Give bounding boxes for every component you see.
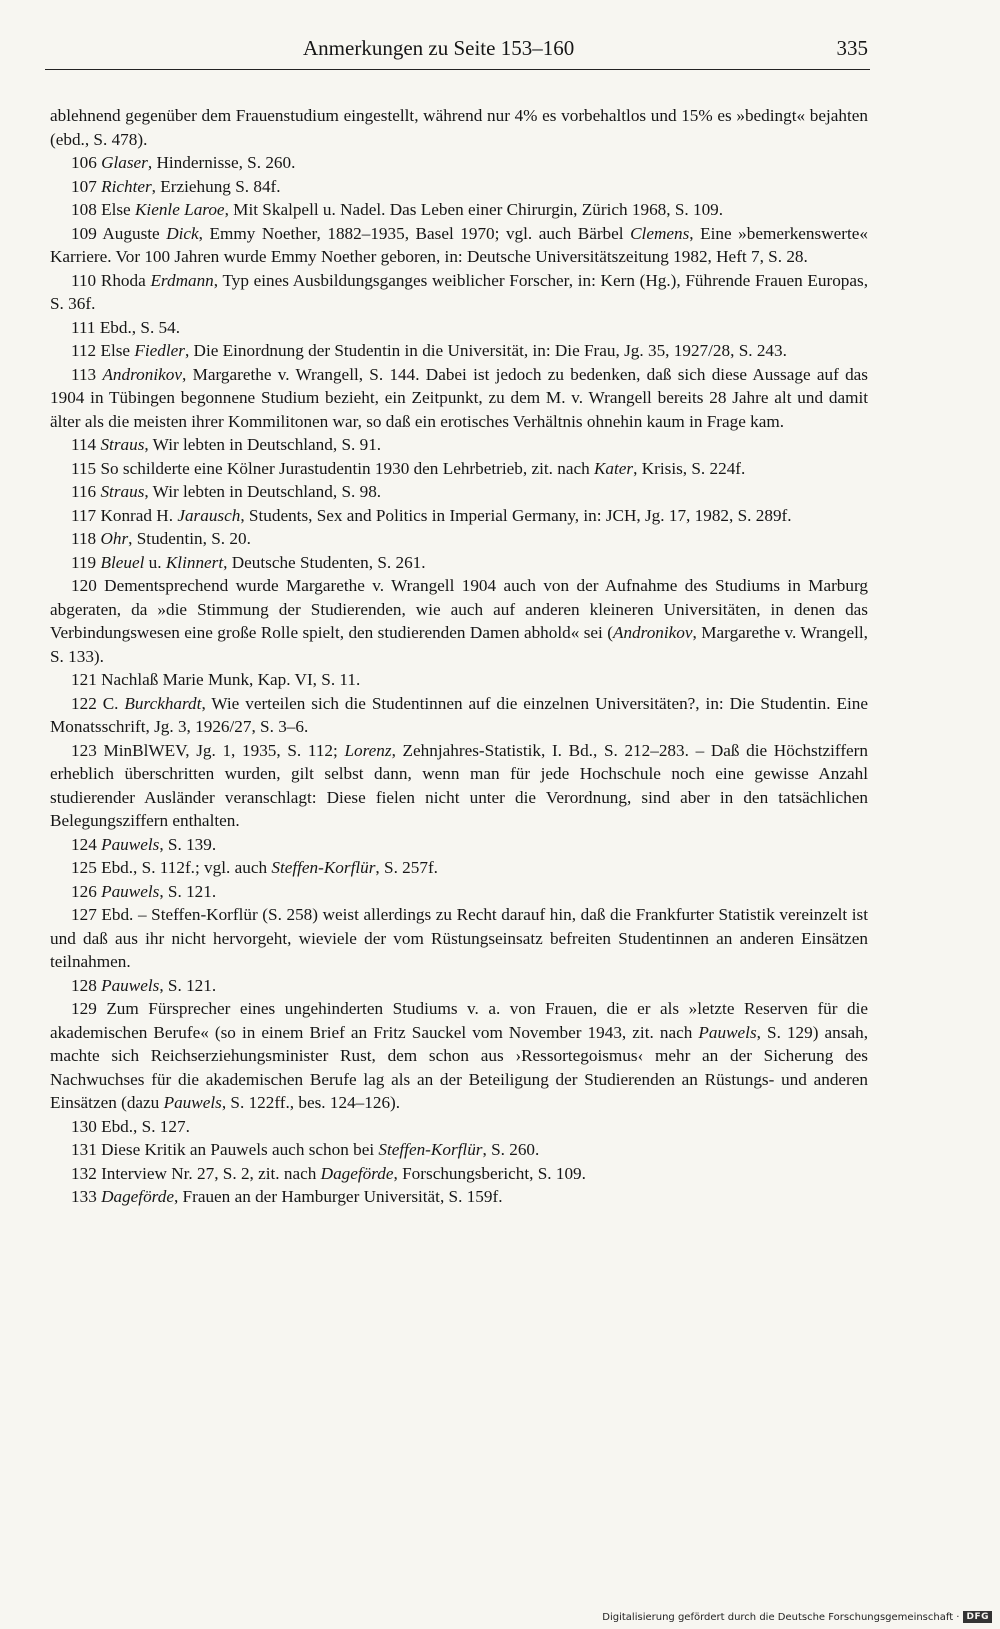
endnote-text: u. [144,552,166,572]
endnote [50,363,868,434]
endnote-author: Pauwels [101,881,160,901]
endnote-text: Konrad H. [100,505,178,525]
endnote-text: Dementsprechend wurde Margarethe v. Wrangell 1904 auch von der Aufnahme des Studiums in Marburg abgeraten, da »die Stimmung der Studierenden, wie auch auf anderen kleineren Universitäten, in denen das Verbindungswesen eine große Rolle spielt, den studierenden Damen abhold« sei ( [50,576,869,642]
endnote-number: 121 [71,670,97,689]
footer-text: Digitalisierung gefördert durch die Deutsche Forschungsgemeinschaft · [602,1611,960,1623]
endnote-text: , S. 260. [482,1140,540,1159]
endnote-author: Straus [100,482,145,501]
endnote-author: Clemens [630,223,690,243]
endnote [50,668,868,692]
endnote-text: , S. 121. [159,881,217,901]
endnote-number: 109 [71,223,97,243]
endnote-text: So schilderte eine Kölner Jurastudentin 1930 den Lehrbetrieb, zit. nach [100,458,594,478]
endnote-text: Ebd. – Steffen-Korflür (S. 258) weist allerdings zu Recht darauf hin, daß die Frankfurter Statistik vereinzelt ist und daß aus ihr nicht hervorgeht, wieviele der vom Rüstungseinsatz befreiten Studentinnen an anderen Einsätzen teilnahmen. [50,905,868,971]
endnote-text: , Wir lebten in Deutschland, S. 98. [144,482,382,501]
continuation-paragraph: ablehnend gegenüber dem Frauenstudium eingestellt, während nur 4% es vorbehaltlos und 15% es »bedingt« bejahten (ebd., S. 478). [50,106,868,149]
endnote-number: 110 [71,270,97,290]
header-rule [45,69,870,70]
endnote-number: 107 [71,176,97,196]
endnote-text: Interview Nr. 27, S. 2, zit. nach [101,1163,321,1183]
endnote-text: , Deutsche Studenten, S. 261. [223,552,426,572]
endnote-author: Ohr [100,529,129,548]
endnote-number: 114 [71,435,97,454]
endnote-text: , S. 257f. [375,858,438,877]
endnote-text: C. [102,693,125,713]
endnote-author: Klinnert [165,552,224,572]
endnote-number: 106 [71,153,97,172]
running-title: Anmerkungen zu Seite 153–160 [303,36,575,60]
dfg-logo: DFG [963,1611,992,1623]
endnote-text: , Margarethe v. Wrangell, S. 144. Dabei ist jedoch zu bedenken, daß sich diese Aussage auf das 1904 in Tübingen begonnene Studium bezieht, ein Zeitpunkt, zu dem M. v. Wrangell bereits 28 Jahre alt und damit älter als die meisten ihrer Kommilitonen war, so daß ein erotisches Verhältnis ohnehin kaum in Frage kam. [50,364,868,431]
endnote-text: , Mit Skalpell u. Nadel. Das Leben einer Chirurgin, Zürich 1968, S. 109. [224,200,724,219]
endnote-text: , Forschungsbericht, S. 109. [393,1163,586,1183]
endnote-number: 122 [71,693,97,713]
endnote-text: , Erziehung S. 84f. [151,176,281,196]
endnote-text: , Students, Sex and Politics in Imperial Germany, in: JCH, Jg. 17, 1982, S. 289f. [240,505,792,525]
endnote-number: 127 [71,905,97,924]
endnote [50,974,868,998]
endnote [50,833,868,857]
endnote-text: , Frauen an der Hamburger Universität, S. 159f. [173,1187,503,1206]
endnote-number: 129 [71,999,97,1018]
endnote-author: Erdmann [150,270,214,290]
endnote [50,739,868,833]
endnote [50,880,868,904]
endnote [50,1162,868,1186]
endnote-text: , Die Einordnung der Studentin in die Universität, in: Die Frau, Jg. 35, 1927/28, S. 243. [184,341,787,360]
endnote-number: 126 [71,881,97,901]
endnote-author: Richter [101,176,152,196]
endnote-author: Steffen-Korflür [378,1140,483,1159]
endnote-text: , Eine »bemerkenswerte« Karriere. Vor 100 Jahren wurde Emmy Noether geboren, in: Deutsche Universitätszeitung 1982, Heft 7, S. 28. [50,223,868,266]
endnote [50,457,868,481]
endnote-number: 120 [71,576,97,595]
endnote-number: 116 [71,482,97,501]
endnote-text: , S. 121. [159,975,217,995]
endnote-text: , Emmy Noether, 1882–1935, Basel 1970; vgl. auch Bärbel [198,223,631,243]
endnote-text: , S. 139. [159,834,217,854]
endnote-number: 133 [71,1187,97,1206]
endnote-number: 108 [71,200,97,219]
endnote-author: Pauwels [101,834,160,854]
endnote [50,175,868,199]
endnote-author: Bleuel [100,552,145,572]
endnote-text: , Wie verteilen sich die Studentinnen auf die einzelnen Universitäten?, in: Die Studentin. Eine Monatsschrift, Jg. 3, 1926/27, S. 3–6. [50,693,868,736]
endnote-author: Pauwels [101,975,160,995]
endnote-text: Ebd., S. 112f.; vgl. auch [101,858,272,877]
page-number: 335 [836,36,868,60]
endnote [50,574,868,668]
endnote-author: Kienle Laroe [134,200,225,219]
endnote-text: Zum Fürsprecher eines ungehinderten Studiums v. a. von Frauen, die er als »letzte Reserven für die akademischen Berufe« (so in einem Brief an Fritz Sauckel vom November 1943, zit. nach [50,999,869,1042]
endnote-text: , Margarethe v. Wrangell, S. 133). [50,623,868,666]
endnote-text: Else [101,200,135,219]
endnote-author: Andronikov [102,364,182,384]
endnote-number: 123 [71,740,97,760]
endnote-author: Dick [166,223,199,243]
endnote [50,480,868,504]
endnote [50,1138,868,1162]
endnote [50,856,868,880]
endnote [50,1115,868,1139]
endnote [50,903,868,974]
endnote [50,316,868,340]
endnote-author: Pauwels [698,1022,757,1042]
endnote-text: Else [100,341,135,360]
endnote-author: Pauwels [163,1093,222,1112]
endnote [50,269,868,316]
endnote-number: 115 [71,458,97,478]
endnote-text: , S. 122ff., bes. 124–126). [221,1093,401,1112]
endnote-author: Andronikov [612,623,693,642]
endnote-author: Burckhardt [124,693,202,713]
endnote-text: Diese Kritik an Pauwels auch schon bei [101,1140,379,1159]
running-header [45,30,868,70]
endnote [50,1185,868,1209]
endnote [50,222,868,269]
endnote-author: Steffen-Korflür [271,858,376,877]
endnote-number: 125 [71,858,97,877]
endnote-number: 132 [71,1163,97,1183]
endnote [50,527,868,551]
endnote-author: Fiedler [134,341,185,360]
endnote [50,551,868,575]
endnote [50,151,868,175]
endnote-author: Jarausch [177,505,241,525]
endnote [50,692,868,739]
endnote-text: Ebd., S. 127. [101,1116,190,1136]
endnote-number: 111 [71,317,96,337]
endnote-number: 113 [71,364,97,384]
endnote-number: 131 [71,1140,97,1159]
endnote [50,433,868,457]
endnote-text: Ebd., S. 54. [99,317,181,337]
endnote-author: Kater [593,458,634,478]
endnote-author: Dageförde [101,1187,174,1206]
endnote-number: 119 [71,552,97,572]
endnote-text: , Studentin, S. 20. [128,529,251,548]
endnote-text: Nachlaß Marie Munk, Kap. VI, S. 11. [101,670,361,689]
endnote-number: 112 [71,341,97,360]
endnote-number: 117 [71,505,97,525]
endnote-text: , Zehnjahres-Statistik, I. Bd., S. 212–283. – Daß die Höchstziffern erheblich überschritten wurden, gilt selbst dann, wenn man für jede Hochschule noch eine gewisse Anzahl studierender Ausländer veranschlagt: Diese fielen nicht unter die Verordnung, sind aber in den tatsächlichen Belegungsziffern enthalten. [50,740,868,830]
endnotes-body [50,104,868,1209]
endnote-text: Auguste [102,223,167,243]
endnote-author: Glaser [101,153,148,172]
endnote-text: , S. 129) ansah, machte sich Reichserziehungsminister Rust, dem schon aus ›Ressortegoismus‹ mehr an der Sicherung des Nachwuchses für die akademischen Berufe lag als an der Beteiligung der Studierenden an Rüstungs- und anderen Einsätzen (dazu [50,1022,868,1112]
endnote-number: 118 [71,529,97,548]
endnote-number: 128 [71,975,97,995]
endnote [50,997,868,1115]
endnote-number: 124 [71,834,97,854]
endnote-text: , Hindernisse, S. 260. [147,153,296,172]
endnote-author: Dageförde [320,1163,394,1183]
endnote-text: , Krisis, S. 224f. [633,458,746,478]
endnote-author: Straus [100,435,145,454]
endnote [50,504,868,528]
endnote-number: 130 [71,1116,97,1136]
endnote-text: Rhoda [100,270,151,290]
endnote [50,339,868,363]
endnote-text: , Typ eines Ausbildungsganges weiblicher Forscher, in: Kern (Hg.), Führende Frauen Europas, S. 36f. [50,270,869,313]
endnote [50,198,868,222]
endnote-text: MinBlWEV, Jg. 1, 1935, S. 112; [103,740,345,760]
digitization-footer [602,1611,992,1623]
endnote-author: Lorenz [344,740,392,760]
endnote-text: , Wir lebten in Deutschland, S. 91. [144,435,382,454]
